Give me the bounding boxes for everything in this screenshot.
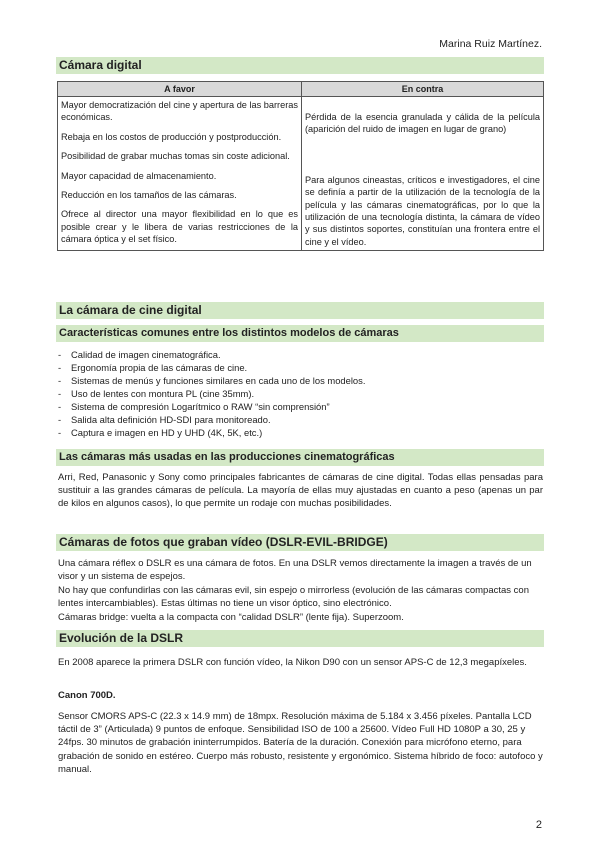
pro-item: Rebaja en los costos de producción y postproducción. — [61, 131, 282, 142]
cons-cell — [302, 97, 544, 251]
section-heading-dslr: Cámaras de fotos que graban vídeo (DSLR-EVIL-BRIDGE) — [56, 534, 544, 551]
pro-item: Reducción en los tamaños de las cámaras. — [61, 190, 237, 201]
list-item: - Ergonomía propia de las cámaras de cine. — [58, 361, 538, 374]
paragraph-evolucion: En 2008 aparece la primera DSLR con función vídeo, la Nikon D90 con un sensor APS-C de 12,3 megapíxeles. — [58, 657, 527, 668]
pro-item: Posibilidad de grabar muchas tomas sin coste adicional. — [61, 151, 290, 162]
paragraph-camaras-usadas: Arri, Red, Panasonic y Sony como principales fabricantes de cámaras de cine digital. Todas ellas pensadas para sustituir a las grandes cámaras de película. La mayoría de ellas muy ajustadas en cuanto a peso (apenas un par de kilos en algunos casos), lo que permite un rodaje con muchas posibilidades. — [58, 472, 543, 510]
pro-item: Mayor democratización del cine y apertura de las barreras económicas. — [61, 100, 298, 123]
list-item: - Salida alta definición HD-SDI para monitoreado. — [58, 413, 538, 426]
cons-column-header: En contra — [302, 82, 544, 97]
section-heading-camara-digital: Cámara digital — [56, 57, 544, 74]
list-item: - Sistemas de menús y funciones similares en cada uno de los modelos. — [58, 374, 538, 387]
section-heading-evolucion: Evolución de la DSLR — [56, 630, 544, 647]
list-item: - Uso de lentes con montura PL (cine 35mm). — [58, 387, 538, 400]
subheading-caracteristicas: Características comunes entre los distintos modelos de cámaras — [56, 325, 544, 342]
list-item: - Captura e imagen en HD y UHD (4K, 5K, etc.) — [58, 426, 538, 439]
paragraph-dslr-3: Cámaras bridge: vuelta a la compacta con “calidad DSLR” (lente fija). Superzoom. — [58, 612, 404, 623]
pros-cons-table — [57, 81, 544, 251]
list-item: - Calidad de imagen cinematográfica. — [58, 348, 538, 361]
camera-specs: Sensor CMORS APS-C (22.3 x 14.9 mm) de 18mpx. Resolución máxima de 5.184 x 3.456 píxeles. Pantalla LCD táctil de 3” (Articulada) 9 puntos de enfoque. Sensibilidad ISO de 100 a 25600. Vídeo Full HD 1080P a 30, 25 y 24fps. 30 minutos de grabación ininterrumpidos. Batería de la duración. Conexión para micrófono eterno, para grabación de sonido en estéreo. Cuerpo más robusto, resistente y ergonómico. Sistema híbrido de foco: autofoco y manual. — [58, 711, 543, 775]
paragraph-dslr-2: No hay que confundirlas con las cámaras evil, sin espejo o mirrorless (evolución de las cámaras compactas con lentes intercambiables). Estas últimas no tiene un visor óptico, sino electrónico. — [58, 585, 529, 610]
author-name: Marina Ruiz Martínez. — [439, 38, 542, 50]
con-item: Pérdida de la esencia granulada y cálida de la película (aparición del ruido de imagen en lugar de grano) — [305, 112, 540, 135]
features-list — [58, 348, 538, 439]
pros-column-header: A favor — [58, 82, 302, 97]
page-number: 2 — [535, 819, 542, 831]
pros-cell — [58, 97, 302, 251]
pro-item: Mayor capacidad de almacenamiento. — [61, 170, 217, 181]
pro-item: Ofrece al director una mayor flexibilidad en lo que es posible crear y le libera de varias restricciones de la cámara óptica y el set físico. — [61, 209, 298, 245]
con-item: Para algunos cineastas, críticos e investigadores, el cine se definía a partir de la utilización de la tecnología de la película y las cámaras cinematográficas, por lo que la utilización de una tecnología distinta, la cámara de vídeo y sus distintos soportes, constituían una frontera entre el cine y el vídeo. — [305, 174, 540, 247]
list-item: - Sistema de compresión Logarítmico o RAW “sin comprensión” — [58, 400, 538, 413]
subheading-camaras-usadas: Las cámaras más usadas en las producciones cinematográficas — [56, 449, 544, 466]
section-heading-cine-digital: La cámara de cine digital — [56, 302, 544, 319]
paragraph-dslr-1: Una cámara réflex o DSLR es una cámara de fotos. En una DSLR vemos directamente la imagen a través de un visor y un sistema de espejos. — [58, 558, 532, 583]
camera-model: Canon 700D. — [58, 690, 116, 701]
